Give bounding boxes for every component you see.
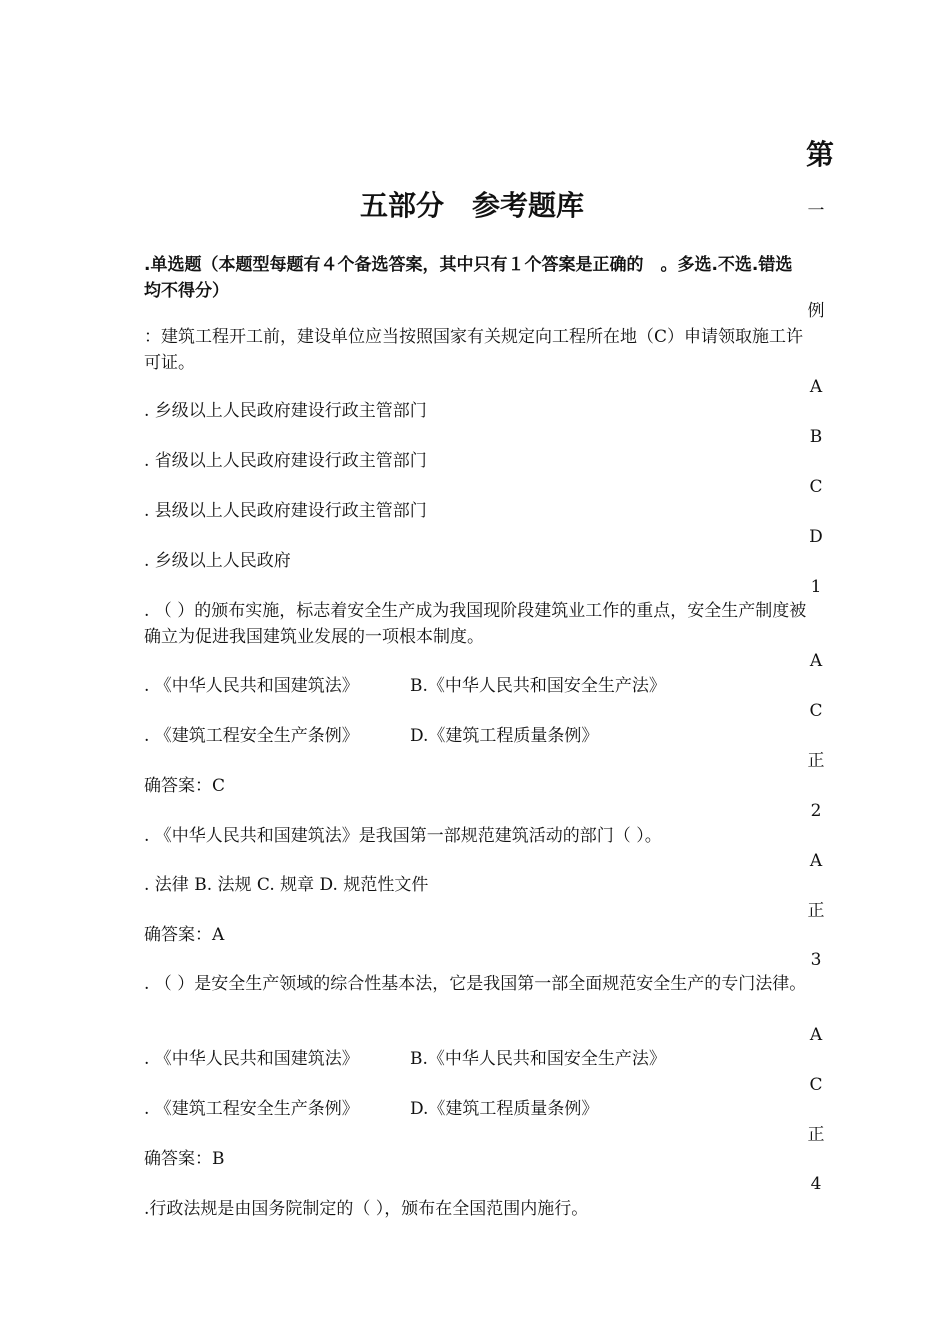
- margin-char: A: [809, 1025, 823, 1045]
- margin-char: 4: [810, 1174, 822, 1194]
- margin-char: D: [809, 527, 823, 547]
- margin-char: 2: [810, 801, 822, 821]
- question-2-options: . 法律 B. 法规 C. 规章 D. 规范性文件: [144, 875, 429, 895]
- question-3-answer: 确答案：B: [144, 1149, 225, 1169]
- example-question-stem: ：建筑工程开工前，建设单位应当按照国家有关规定向工程所在地（C）申请领取施工许可证。: [144, 327, 804, 373]
- margin-char: B: [809, 427, 823, 447]
- example-option-a: . 乡级以上人民政府建设行政主管部门: [144, 401, 427, 421]
- margin-char: A: [809, 651, 823, 671]
- question-3-option-d: D.《建筑工程质量条例》: [410, 1099, 599, 1119]
- question-1-stem: . （ ）的颁布实施，标志着安全生产成为我国现阶段建筑业工作的重点，安全生产制度被确立为促进我国建筑业发展的一项根本制度。: [144, 601, 807, 647]
- question-1-option-c: . 《建筑工程安全生产条例》: [144, 726, 359, 746]
- question-4-stem: .行政法规是由国务院制定的（ ），颁布在全国范围内施行。: [144, 1199, 589, 1219]
- margin-char: 一: [807, 201, 825, 221]
- part-number-char: 第: [806, 138, 835, 171]
- margin-char: 3: [810, 950, 822, 970]
- question-2-stem: . 《中华人民共和国建筑法》是我国第一部规范建筑活动的部门（ ）。: [144, 826, 662, 846]
- example-option-d: . 乡级以上人民政府: [144, 551, 291, 571]
- margin-char: C: [809, 1075, 823, 1095]
- question-2-answer: 确答案：A: [144, 925, 225, 945]
- margin-char: 正: [807, 901, 825, 921]
- example-option-b: . 省级以上人民政府建设行政主管部门: [144, 451, 427, 471]
- margin-char: 正: [807, 751, 825, 771]
- margin-char: 1: [810, 577, 822, 597]
- question-1-option-d: D.《建筑工程质量条例》: [410, 726, 599, 746]
- question-3-option-c: . 《建筑工程安全生产条例》: [144, 1099, 359, 1119]
- margin-char: 例: [807, 301, 825, 321]
- question-1-option-b: B.《中华人民共和国安全生产法》: [410, 676, 666, 696]
- margin-char: C: [809, 477, 823, 497]
- section-heading: .单选题（本题型每题有４个备选答案，其中只有１个答案是正确的 。多选.不选.错选均不得分）: [144, 255, 793, 301]
- margin-char: 正: [807, 1125, 825, 1145]
- margin-char: C: [809, 701, 823, 721]
- page-title: 五部分 参考题库: [360, 189, 585, 222]
- example-option-c: . 县级以上人民政府建设行政主管部门: [144, 501, 427, 521]
- question-3-option-b: B.《中华人民共和国安全生产法》: [410, 1049, 666, 1069]
- question-3-option-a: . 《中华人民共和国建筑法》: [144, 1049, 359, 1069]
- question-1-answer: 确答案：C: [144, 776, 226, 796]
- question-1-option-a: . 《中华人民共和国建筑法》: [144, 676, 359, 696]
- margin-char: A: [809, 377, 823, 397]
- question-3-stem: . （ ）是安全生产领域的综合性基本法，它是我国第一部全面规范安全生产的专门法律。: [144, 974, 807, 994]
- margin-char: A: [809, 851, 823, 871]
